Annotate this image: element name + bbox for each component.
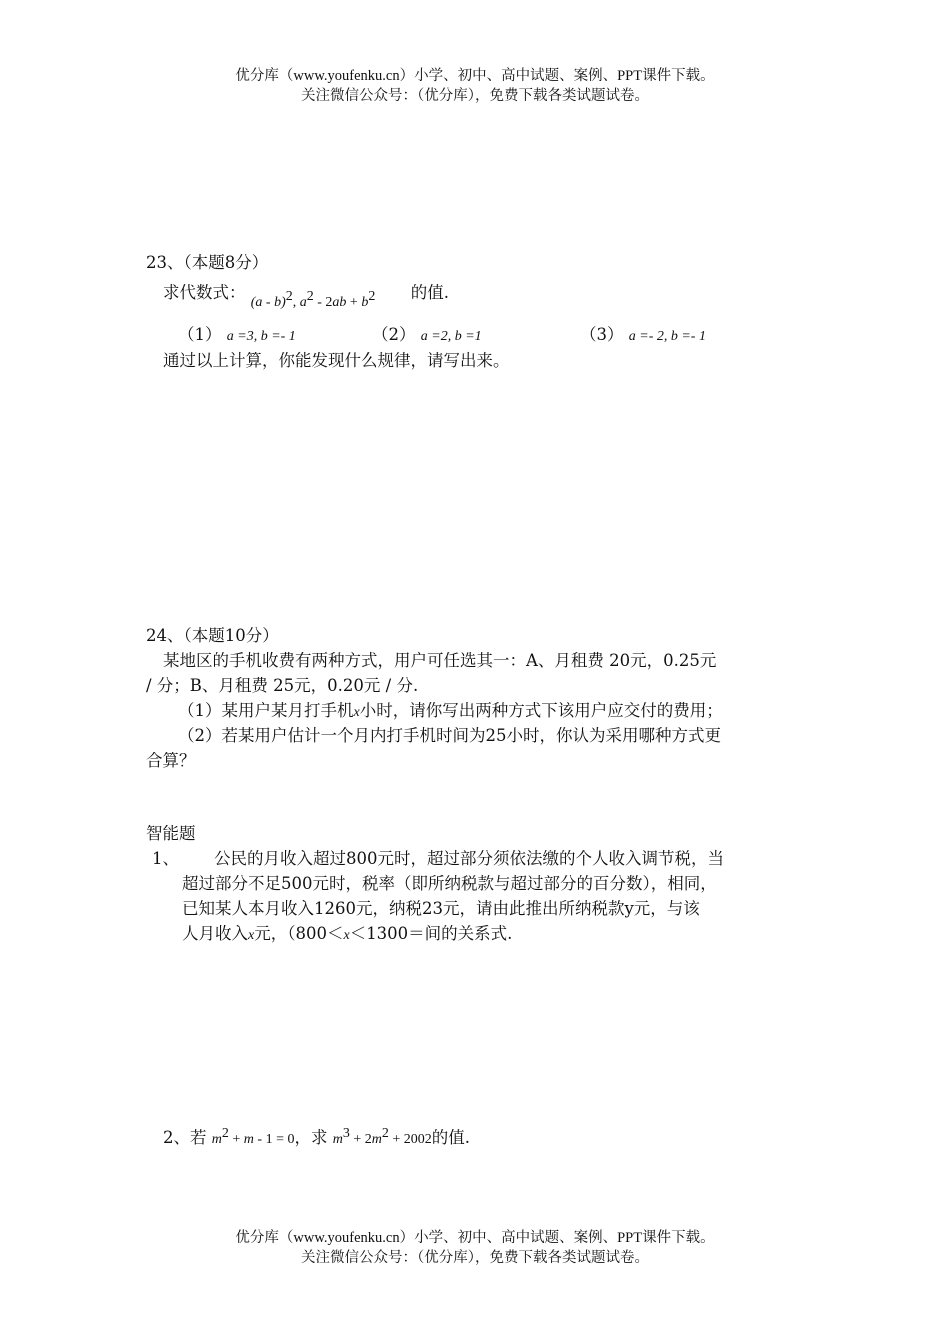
q23-title: 23、（本题8分）	[146, 253, 269, 272]
smart-q2-expression: $m^3 + 2m^2 + 2002$	[332, 1126, 432, 1147]
smart-q1-line-4-a: 人月收入	[182, 924, 248, 943]
q23-case-2-values: a =2, b =1	[420, 329, 482, 344]
smart-q1-line-1: 公民的月收入超过800元时，超过部分须依法缴的个人收入调节税，当	[214, 849, 724, 868]
smart-title: 智能题	[146, 824, 196, 843]
q23-case-3-label: （3）	[580, 325, 624, 344]
q24-line-4: （2）若某用户估计一个月内打手机时间为25小时，你认为采用哪种方式更	[178, 726, 721, 745]
smart-q1-line-4-b: 元，（800＜	[254, 924, 344, 943]
smart-q2-equation: $m^2 + m - 1 = 0$	[211, 1126, 295, 1147]
smart-q1-line-4-c: ＜1300＝间的关系式.	[349, 924, 513, 943]
smart-q2-suffix: 的值.	[431, 1128, 471, 1147]
q24-title: 24、（本题10分）	[146, 626, 279, 645]
q23-case-1-values: a =3, b =- 1	[226, 329, 296, 344]
page-header-line-1: 优分库（www.youfenku.cn）小学、初中、高中试题、案例、PPT课件下载。	[235, 68, 715, 84]
page-header-line-2: 关注微信公众号：（优分库），免费下载各类试题试卷。	[301, 88, 649, 104]
q24-line-1: 某地区的手机收费有两种方式，用户可任选其一：A、月租费 20元，0.25元	[163, 651, 717, 670]
q23-case-2	[372, 323, 482, 349]
smart-q1-line-4: 人月收入x元，（800＜x＜1300＝间的关系式.	[182, 924, 513, 943]
q23-prompt-suffix: 的值.	[410, 283, 449, 302]
q23-prompt-text: 求代数式：	[163, 283, 246, 302]
q24-line-2: / 分；B、月租费 25元，0.20元 / 分.	[146, 676, 419, 695]
smart-q1-number: 1、	[152, 849, 179, 868]
q23-expression: (a - b)$^2$, $a^2 - 2ab + b^2$	[250, 289, 376, 310]
q23-case-2-label: （2）	[372, 325, 416, 344]
q23-case-3-values: a =- 2, b =- 1	[628, 329, 706, 344]
smart-q2	[163, 1122, 470, 1152]
q23-prompt	[163, 277, 449, 310]
q23-case-1-label: （1）	[178, 325, 222, 344]
q23-case-3	[580, 323, 706, 349]
smart-q1-line-3: 已知某人本月收入1260元，纳税23元，请由此推出所纳税款y元，与该	[182, 899, 700, 918]
page-footer-line-2: 关注微信公众号：（优分库），免费下载各类试题试卷。	[301, 1250, 649, 1266]
q24-line-3-end: 小时，请你写出两种方式下该用户应交付的费用；	[359, 701, 723, 720]
q24-line-3-start: （1）某用户某月打手机	[178, 701, 354, 720]
q24-line-3: （1）某用户某月打手机x小时，请你写出两种方式下该用户应交付的费用；	[178, 701, 723, 720]
q23-ask: 通过以上计算，你能发现什么规律，请写出来。	[163, 351, 510, 370]
q23-case-1	[178, 323, 296, 349]
q24-line-5: 合算？	[146, 751, 196, 770]
smart-q2-prefix: 2、若	[163, 1128, 207, 1147]
smart-q1-line-2: 超过部分不足500元时，税率（即所纳税款与超过部分的百分数），相同，	[182, 874, 717, 893]
page-footer-line-1: 优分库（www.youfenku.cn）小学、初中、高中试题、案例、PPT课件下载。	[235, 1230, 715, 1246]
smart-q2-mid: ，求	[294, 1128, 328, 1147]
